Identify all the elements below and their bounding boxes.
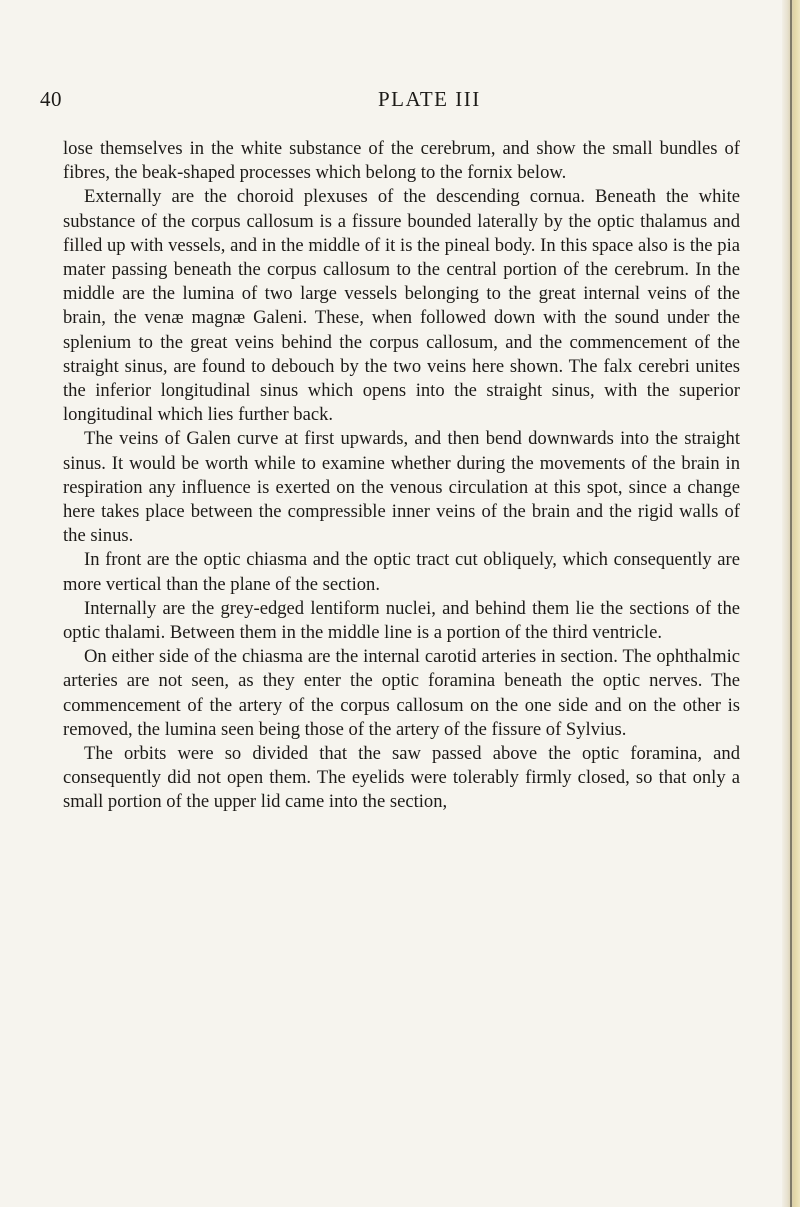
- paragraph-continuation: lose themselves in the white substance of the cerebrum, and show the small bundles of fibres, the beak-shaped processes which belong to the fornix below.: [63, 138, 740, 184]
- paragraph-lentiform-nuclei: Internally are the grey-edged lentiform nuclei, and behind them lie the sections of the optic thalami. Between them in the middle line is a portion of the third ventricle.: [63, 597, 740, 644]
- body-text: [63, 137, 740, 815]
- paragraph-optic-chiasma: In front are the optic chiasma and the optic tract cut obliquely, which consequently are more vertical than the plane of the section.: [63, 549, 740, 595]
- page-number: 40: [40, 87, 62, 111]
- paragraph-carotid-arteries: On either side of the chiasma are the internal carotid arteries in section. The ophthalmic arteries are not seen, as they enter the optic foramina beneath the optic nerves. The commencement of the artery of the corpus callosum on the one side and on the other is removed, the lumina seen being those of the artery of the fissure of Sylvius.: [63, 646, 740, 740]
- page-header: [40, 87, 740, 115]
- paragraph-choroid-plexuses: Externally are the choroid plexuses of the descending cornua. Beneath the white substance of the corpus callosum is a fissure bounded laterally by the optic thalamus and filled up with vessels, and in the middle of it is the pineal body. In this space also is the pia mater passing beneath the corpus callosum to the central portion of the cerebrum. In the middle are the lumina of two large vessels belonging to the great internal veins of the brain, the venæ magnæ Galeni. These, when followed down with the sound under the splenium to the great veins behind the corpus callosum, and the commencement of the straight sinus, are found to debouch by the two veins here shown. The falx cerebri unites the inferior longitudinal sinus which opens into the straight sinus, with the superior longitudinal which lies further back.: [63, 186, 740, 426]
- paragraph-orbits: The orbits were so divided that the saw passed above the optic foramina, and consequently did not open them. The eyelids were tolerably firmly closed, so that only a small portion of the upper lid came into the section,: [63, 743, 740, 813]
- binding-edge-line: [790, 0, 792, 1207]
- running-head: PLATE III: [378, 87, 481, 111]
- paragraph-veins-of-galen: The veins of Galen curve at first upwards, and then bend downwards into the straight sinus. It would be worth while to examine whether during the movements of the brain in respiration any influence is exerted on the venous circulation at this spot, since a change here takes place between the compressible inner veins of the brain and the rigid walls of the sinus.: [63, 428, 740, 547]
